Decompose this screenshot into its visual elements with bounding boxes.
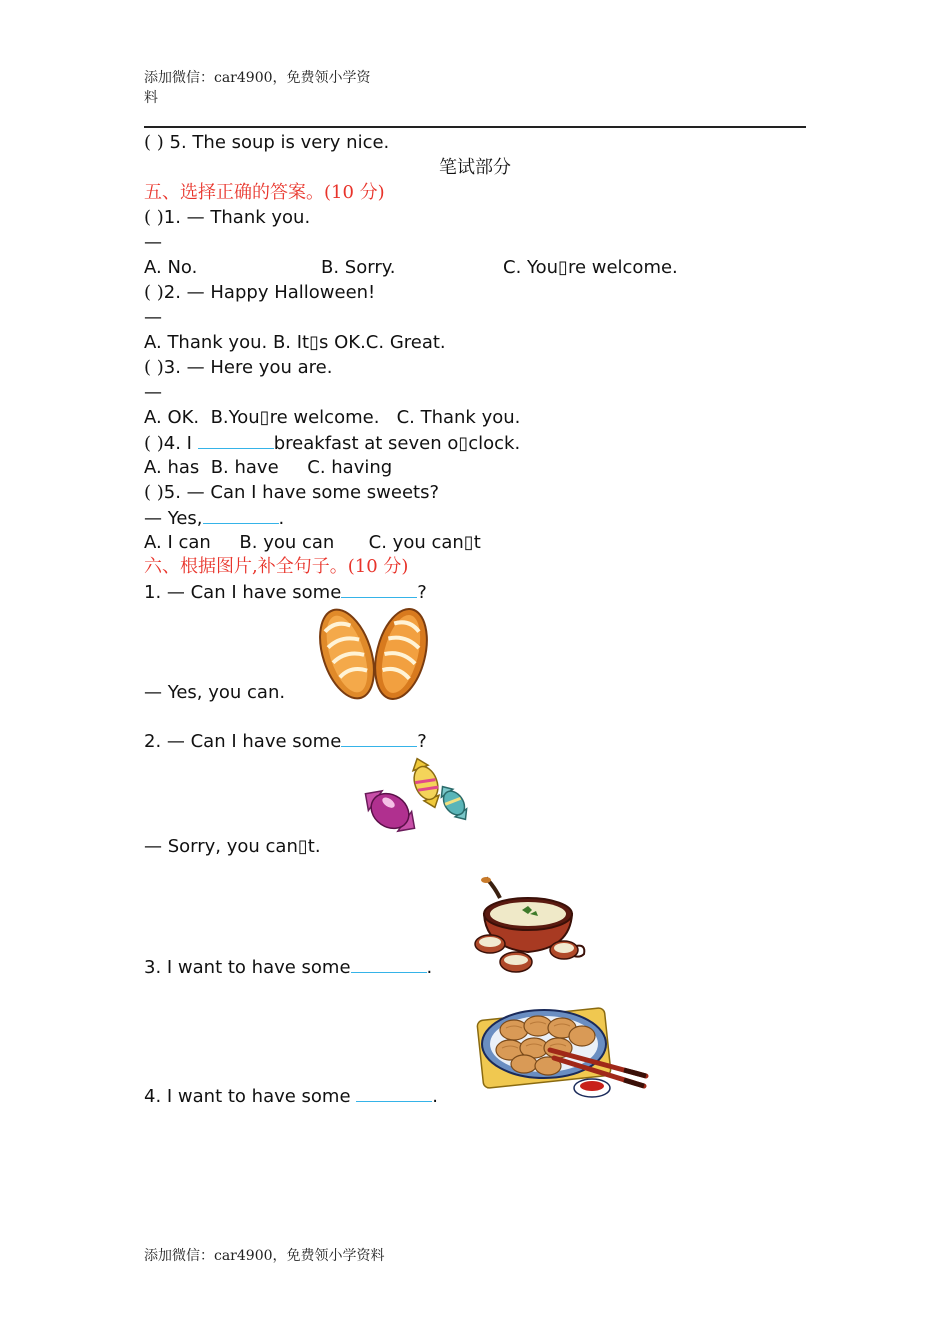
p5-question-1: ( )1. — Thank you. — [144, 207, 311, 228]
header-rule — [144, 126, 806, 128]
p6-answer-2: — Sorry, you can▯t. — [144, 836, 321, 857]
p5-q4-options: A. has B. have C. having — [144, 457, 393, 478]
p6-sentence-3: 3. I want to have some . — [144, 954, 432, 979]
p5-q5-options: A. I can B. you can C. you can▯t — [144, 532, 481, 553]
p5-question-2: ( )2. — Happy Halloween! — [144, 282, 376, 303]
p5-question-5: ( )5. — Can I have some sweets? — [144, 482, 440, 503]
answer-blank[interactable] — [351, 954, 427, 973]
answer-blank[interactable] — [203, 505, 279, 524]
p5-q2-options: A. Thank you. B. It▯s OK.C. Great. — [144, 332, 446, 353]
p5-question-4: ( )4. I breakfast at seven o▯clock. — [144, 430, 520, 455]
p6-sentence-4: 4. I want to have some . — [144, 1083, 438, 1108]
p5-q1-reply: — — [144, 232, 162, 253]
candy-icon — [354, 753, 472, 853]
bread-icon — [315, 604, 435, 702]
answer-blank[interactable] — [356, 1083, 432, 1102]
prev-question-5: ( ) 5. The soup is very nice. — [144, 132, 390, 153]
answer-blank[interactable] — [198, 430, 274, 449]
dumplings-icon — [474, 1000, 652, 1104]
soup-icon — [466, 876, 590, 976]
p6-answer-1: — Yes, you can. — [144, 682, 286, 703]
p5-q1-option-c: C. You▯re welcome. — [503, 257, 678, 278]
p5-q2-reply: — — [144, 307, 162, 328]
p5-q3-reply: — — [144, 382, 162, 403]
p5-q5-reply: — Yes, . — [144, 505, 284, 530]
part5-title: 五、选择正确的答案。(10 分) — [144, 182, 385, 203]
header-note: 添加微信：car4900，免费领小学资 料 — [144, 70, 371, 106]
section-title: 笔试部分 — [439, 157, 511, 178]
p5-q3-options: A. OK. B.You▯re welcome. C. Thank you. — [144, 407, 521, 428]
answer-blank[interactable] — [341, 728, 417, 747]
p5-question-3: ( )3. — Here you are. — [144, 357, 333, 378]
p5-q1-option-a: A. No. — [144, 257, 198, 278]
answer-blank[interactable] — [341, 579, 417, 598]
p6-sentence-2: 2. — Can I have some ? — [144, 728, 427, 753]
footer-note: 添加微信：car4900，免费领小学资料 — [144, 1248, 385, 1264]
p6-sentence-1: 1. — Can I have some ? — [144, 579, 427, 604]
p5-q1-option-b: B. Sorry. — [321, 257, 396, 278]
part6-title: 六、根据图片,补全句子。(10 分) — [144, 556, 409, 577]
